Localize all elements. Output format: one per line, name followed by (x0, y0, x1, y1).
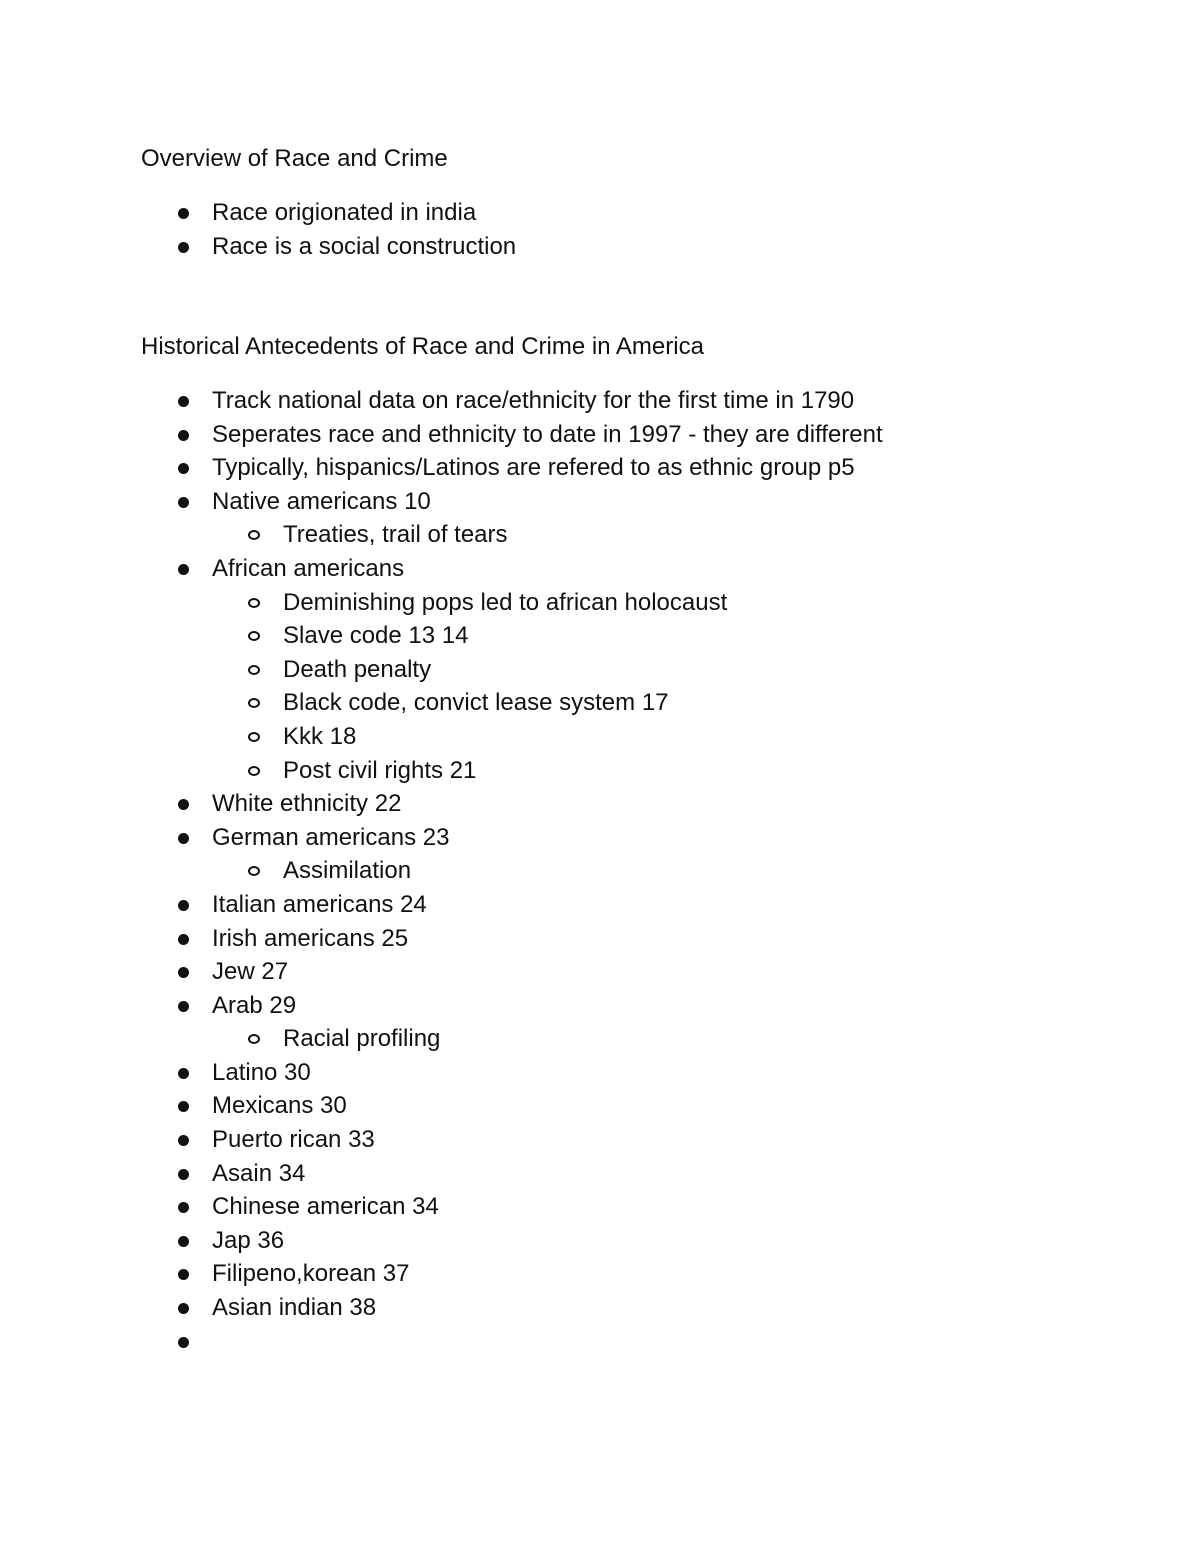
list-item-text: Irish americans 25 (212, 924, 409, 952)
list-item-text: Death penalty (283, 655, 432, 683)
list-item-text: Italian americans 24 (212, 890, 427, 918)
filled-bullet-icon (178, 242, 189, 253)
list-item-text: Jap 36 (212, 1226, 285, 1254)
list-item-text: Native americans 10 (212, 487, 431, 515)
hollow-bullet-icon (248, 665, 260, 675)
filled-bullet-icon (178, 497, 189, 508)
list-item-text: Mexicans 30 (212, 1092, 347, 1120)
filled-bullet-icon (178, 463, 189, 474)
hollow-bullet-icon (248, 732, 260, 742)
filled-bullet-icon (178, 430, 189, 441)
filled-bullet-icon (178, 1001, 189, 1012)
hollow-bullet-icon (248, 698, 260, 708)
filled-bullet-icon (178, 1269, 189, 1280)
hollow-bullet-icon (248, 530, 260, 540)
list-item-text: White ethnicity 22 (212, 790, 402, 818)
list-item-text: African americans (212, 554, 405, 582)
section-heading-historical: Historical Antecedents of Race and Crime in America (141, 333, 704, 360)
list-item-text: Treaties, trail of tears (283, 521, 508, 549)
filled-bullet-icon (178, 1337, 189, 1348)
list-item-text: Arab 29 (212, 991, 297, 1019)
filled-bullet-icon (178, 1068, 189, 1079)
filled-bullet-icon (178, 934, 189, 945)
list-item-text: Seperates race and ethnicity to date in 1997 - they are different (212, 420, 883, 448)
list-item-text: Puerto rican 33 (212, 1126, 375, 1154)
filled-bullet-icon (178, 564, 189, 575)
list-item-text: Black code, convict lease system 17 (283, 689, 669, 717)
filled-bullet-icon (178, 1135, 189, 1146)
list-item-text: Post civil rights 21 (283, 756, 477, 784)
list-item-text: Slave code 13 14 (283, 622, 469, 650)
list-item-text: Chinese american 34 (212, 1193, 439, 1221)
hollow-bullet-icon (248, 631, 260, 641)
section-heading-overview: Overview of Race and Crime (141, 145, 448, 172)
filled-bullet-icon (178, 799, 189, 810)
filled-bullet-icon (178, 1236, 189, 1247)
filled-bullet-icon (178, 967, 189, 978)
list-item-text: Jew 27 (212, 958, 289, 986)
filled-bullet-icon (178, 208, 189, 219)
list-item-text: German americans 23 (212, 823, 450, 851)
list-item-text: Asain 34 (212, 1159, 306, 1187)
list-item-text: Track national data on race/ethnicity for the first time in 1790 (212, 387, 855, 414)
filled-bullet-icon (178, 900, 189, 911)
list-item-text: Assimilation (283, 857, 412, 885)
hollow-bullet-icon (248, 598, 260, 608)
hollow-bullet-icon (248, 866, 260, 876)
list-item-text: Deminishing pops led to african holocaust (283, 588, 728, 616)
list-item-text: Latino 30 (212, 1058, 311, 1086)
list-item-text: Asian indian 38 (212, 1294, 377, 1322)
hollow-bullet-icon (248, 1034, 260, 1044)
filled-bullet-icon (178, 1303, 189, 1314)
list-item-text: Typically, hispanics/Latinos are refered to as ethnic group p5 (212, 454, 855, 482)
list-item-text: Racial profiling (283, 1025, 441, 1053)
document-page: Overview of Race and Crime Race origionated in india Race is a social construction Historical Antecedents of Race and Crime in America Track national data on race/ethnicity for the first time in 1790 Seperates race and ethnicity to date in 1997 - they are different Typically, hispanics/Latinos are refered to as ethnic group p5 Native americans 10 Treaties, trail of tears African americans Deminishing pops led to african holocaust Slave code 13 14 Death penalty Black code, convict lease system 17 Kkk 18 Post civil rights 21 White ethnicity 22 German americans 23 Assimilation Italian americans 24 Irish americans 25 Jew 27 Arab 29 Racial profiling Latino 30 Mexicans 30 Puerto rican 33 Asain 34 Chinese american 34 Jap 36 Filipeno,korean 37 Asian indian 38 (0, 0, 1200, 1553)
filled-bullet-icon (178, 396, 189, 407)
list-item-text: Filipeno,korean 37 (212, 1260, 410, 1288)
filled-bullet-icon (178, 833, 189, 844)
list-item-text: Kkk 18 (283, 722, 357, 750)
filled-bullet-icon (178, 1169, 189, 1180)
hollow-bullet-icon (248, 766, 260, 776)
filled-bullet-icon (178, 1202, 189, 1213)
filled-bullet-icon (178, 1101, 189, 1112)
